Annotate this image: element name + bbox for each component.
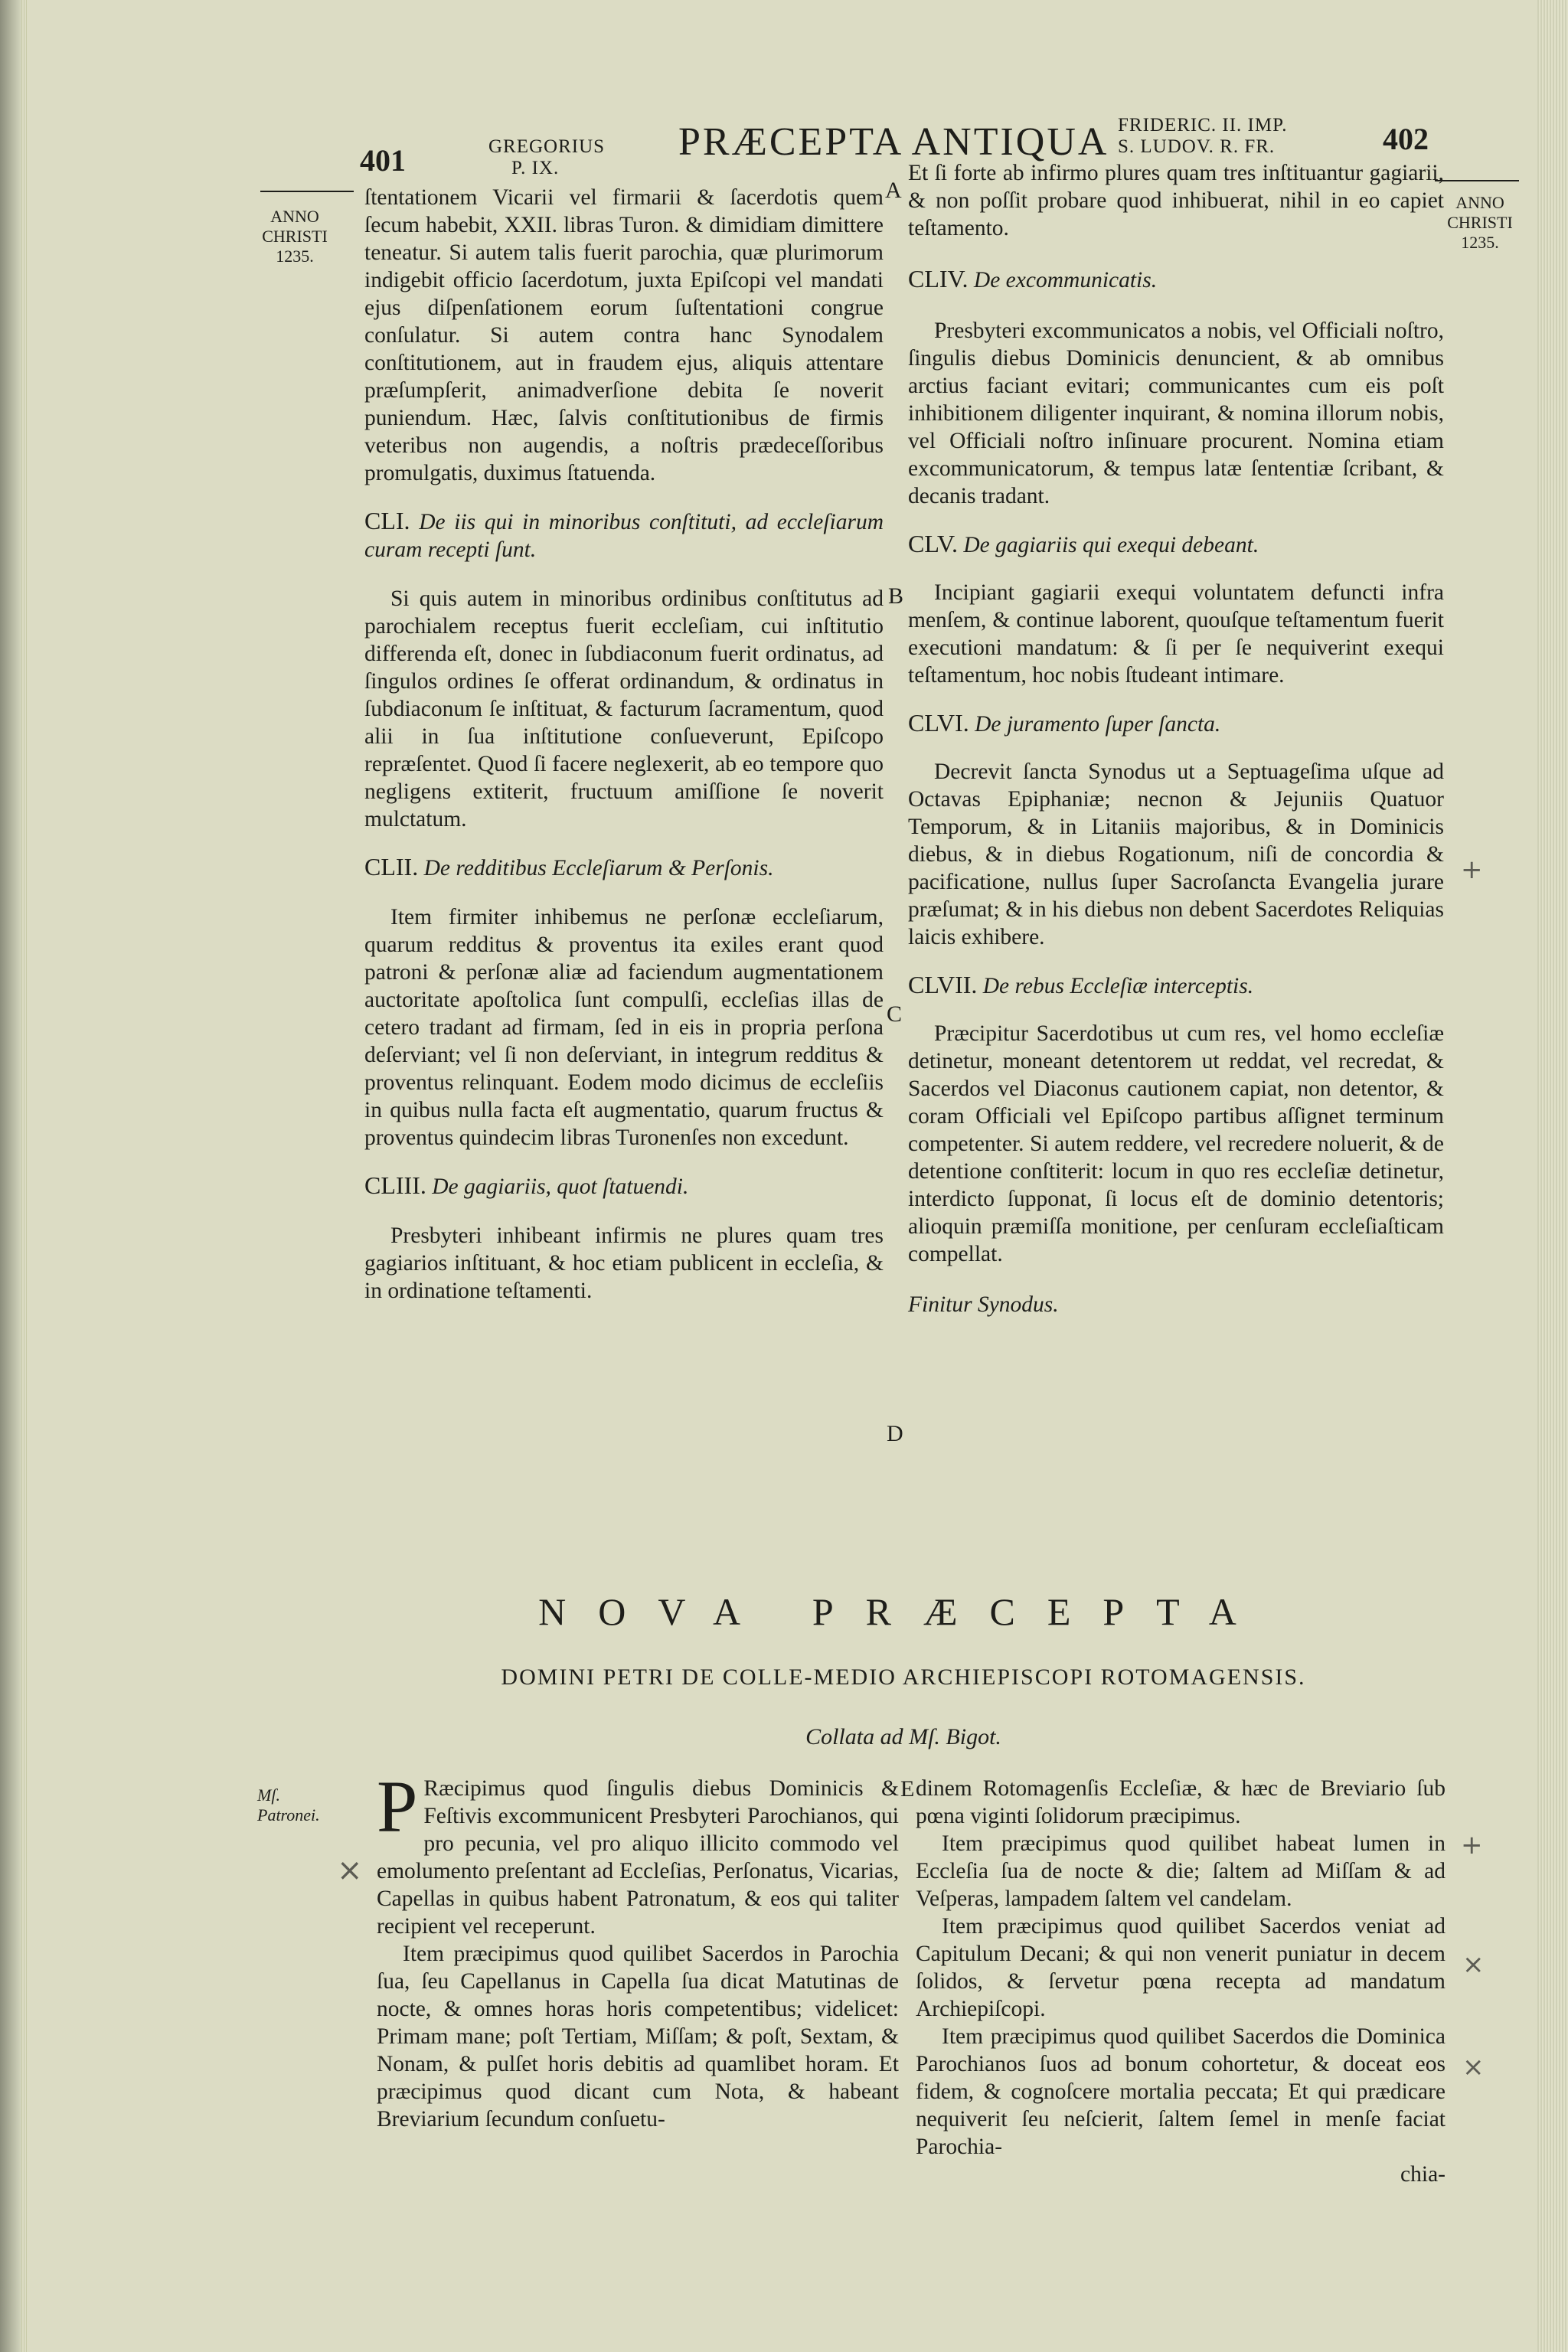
section-letter-d: D: [887, 1421, 903, 1446]
page-number-left: 401: [360, 143, 406, 178]
section-text-157: Præcipitur Sacerdotibus ut cum res, vel homo eccleſiæ detinetur, moneant detentorem ut reddat, vel recredat, & Sacerdos vel Diaconus cautionem capiat, non detentor, & coram Officiali vel Epiſcopo partibus aſſignet terminum competenter. Si autem reddere, vel recredere noluerit, & de detentione conſtiterit: locum in quo res eccleſiæ detinetur, interdicto ſupponat, ſi locus eſt de dominio detentoris; alioquin præmiſſa monitione, per cenſuram eccleſiaſticam compellat.: [908, 1021, 1444, 1266]
margin-year: 1235.: [1461, 233, 1499, 252]
section-title: De juramento ſuper ſancta.: [975, 712, 1221, 737]
margin-anno: ANNO: [270, 207, 319, 226]
header-left-line1: GREGORIUS: [488, 136, 606, 157]
nova-paragraph-3: dinem Rotomagenſis Eccleſiæ, & hæc de Breviario ſub pœna viginti ſolidorum præcipimus.: [916, 1776, 1446, 1828]
nova-paragraph-5: Item præcipimus quod quilibet Sacerdos veniat ad Capitulum Decani; & qui non venerit puniatur in decem ſolidos, & ſervetur pœna recepta ad mandatum Archiepiſcopi.: [916, 1914, 1446, 2021]
section-heading-157: [908, 971, 1444, 1000]
nova-paragraph-4: Item præcipimus quod quilibet habeat lumen in Eccleſia ſua de nocte & die; ſaltem ad Miſſam & ad Veſperas, lampadem ſaltem vel candelam.: [916, 1831, 1446, 1911]
margin-year: 1235.: [276, 247, 314, 266]
paragraph-intro-left: ſtentationem Vicarii vel firmarii & ſacerdotis quem ſecum habebit, XXII. libras Turon. & dimidiam dimittere teneatur. Si autem talis fuerit parochia, quæ plurimorum indigebit officio ſacerdotum, juxta Epiſcopi vel mandati ejus diſpenſationem eorum ſuſtentationi congrue conſulatur. Si autem contra hanc Synodalem conſtitutionem, aut in fraudem ejus, aliquis attentare præſumpſerit, animadverſione debita ſe noverit puniendum. Hæc, ſalvis conſtitutionibus de firmis veteribus non augendis, a noſtris prædeceſſoribus promulgatis, duximus ſtatuenda.: [364, 185, 884, 485]
section-number: CLVII.: [908, 971, 978, 998]
margin-year-left: [253, 207, 337, 266]
nova-paragraph-1: [377, 1766, 899, 1940]
section-title: De redditibus Eccleſiarum & Perſonis.: [423, 856, 774, 880]
section-letter-b: B: [888, 583, 904, 609]
section-number: CLIV.: [908, 265, 969, 292]
margin-christi: CHRISTI: [1447, 213, 1513, 232]
section-letter-c: C: [887, 1001, 903, 1027]
margin-year-right: [1438, 193, 1522, 253]
nova-collata: Collata ad Mſ. Bigot.: [805, 1724, 1001, 1749]
section-text-153: Presbyteri inhibeant infirmis ne plures quam tres gagiarios inſtituant, & hoc etiam publicent in eccleſia, & in ordinatione teſtamenti.: [364, 1223, 884, 1303]
header-right-line2: S. LUDOV. R. FR.: [1118, 136, 1276, 157]
section-text-154: Presbyteri excommunicatos a nobis, vel Officiali noſtro, ſingulis diebus Dominicis denuncient, & ab omnibus arctius faciant evitari; communicantes cum eis poſt inhibitionem diligenter inquirant, & nomina illorum nobis, vel Officiali noſtro inſinuare procurent. Nomina etiam excommunicatorum, & tempus latæ ſententiæ ſcribant, & decanis tradant.: [908, 318, 1444, 508]
pencil-cross-mark: ×: [1462, 2052, 1485, 2082]
section-text-155: Incipiant gagiarii exequi voluntatem defuncti infra menſem, & continue laborent, quouſque teſtamentum fuerit executioni mandatum: & ſi per ſe nequiverint exequi teſtamentum, hoc nobis ſtudeant intimare.: [908, 580, 1444, 688]
section-number: CLII.: [364, 853, 419, 880]
margin-note-patronei: Mſ. Patronei.: [257, 1785, 320, 1824]
page-stack-right: [1537, 0, 1568, 2352]
left-column: [364, 184, 884, 1305]
section-title: De gagiariis, quot ſtatuendi.: [432, 1174, 689, 1199]
section-title: De excommunicatis.: [973, 268, 1158, 292]
nova-right-column: [916, 1775, 1446, 2188]
nova-title: NOVA PRÆCEPTA: [538, 1590, 1269, 1633]
nova-left-column: [377, 1766, 899, 2133]
finis-text: Finitur Synodus.: [908, 1292, 1059, 1317]
section-heading-152: [364, 853, 884, 882]
margin-christi: CHRISTI: [262, 227, 328, 246]
nova-paragraph-6: Item præcipimus quod quilibet Sacerdos die Dominica Parochianos ſuos ad bonum cohortetur, & doceat eos fidem, & cognoſcere mortalia peccata; Et qui prædicare nequiverit ſeu neſcierit, ſaltem ſemel in menſe faciat Parochia-: [916, 2024, 1446, 2159]
section-heading-154: [908, 265, 1444, 294]
section-title: De gagiariis qui exequi debeant.: [963, 533, 1259, 557]
nova-paragraph-1-text: Ræcipimus quod ſingulis diebus Dominicis & Feſtivis excommunicent Presbyteri Parochianos, qui pro pecunia, vel pro aliquo illicito commodo vel emolumento preſentant ad Eccleſias, Perſonatus, Vicarias, Capellas in quibus habent Patronatum, & eos qui taliter recipient vel receperunt.: [377, 1776, 899, 1939]
catchword: chia-: [1400, 2162, 1446, 2187]
drop-capital: P: [377, 1766, 418, 1847]
header-right-line1: FRIDERIC. II. IMP.: [1118, 115, 1288, 136]
section-title: De rebus Eccleſiæ interceptis.: [982, 974, 1254, 998]
pencil-cross-mark: ×: [337, 1853, 363, 1888]
finis-line: [908, 1291, 1444, 1318]
section-number: CLI.: [364, 507, 410, 534]
running-title: PRÆCEPTA ANTIQUA: [678, 120, 1109, 164]
section-number: CLVI.: [908, 709, 969, 737]
section-number: CLIII.: [364, 1171, 426, 1199]
pencil-cross-mark: ×: [1462, 1949, 1485, 1980]
margin-anno: ANNO: [1455, 193, 1504, 212]
pencil-cross-mark: +: [1461, 1830, 1483, 1860]
section-text-156: Decrevit ſancta Synodus ut a Septuageſima uſque ad Octavas Epiphaniæ; necnon & Jejuniis Quatuor Temporum, & in Litaniis majoribus, & in Dominicis diebus, & in diebus Rogationum, niſi de concordia & pacificatione, nullus ſuper Sacroſancta Evangelia jurare præſumat; & in his diebus non debent Sacerdotes Reliquias laicis exhibere.: [908, 760, 1444, 949]
section-text-151: Si quis autem in minoribus ordinibus conſtitutus ad parochialem receptus fuerit eccleſiam, cui inſtitutio differenda eſt, donec in ſubdiaconum fuerit ordinatus, ad ſingulos ordines ſe offerat ordinandum, & ordinatus in ſubdiaconum ſe inſtituat, & facturum ſacramentum, quod alii in ſua inſtitutione conſueverunt, Epiſcopo repræſentet. Quod ſi facere neglexerit, ab eo tempore quo negligens extiterit, fructuum amiſſione ſe noverit mulctatum.: [364, 586, 884, 831]
section-letter-e: E: [900, 1776, 915, 1802]
margin-dash-right: [1435, 180, 1519, 181]
section-heading-156: [908, 709, 1444, 738]
section-heading-151: [364, 507, 884, 564]
section-text-152: Item firmiter inhibemus ne perſonæ eccleſiarum, quarum redditus & proventus ita exiles erant quod patroni & perſonæ aliæ ad faciendum augmentationem auctoritate apoſtolica ſunt compulſi, eccleſias illas de cetero tradant ad firmam, ſed in eis in propria perſona deſerviant; vel ſi non deſerviant, in integrum redditus & proventus relinquant. Eodem modo dicimus de eccleſiis in quibus nulla facta eſt augmentatio, quarum fructus & proventus quindecim libras Turonenſes non excedunt.: [364, 905, 884, 1150]
nova-paragraph-2: Item præcipimus quod quilibet Sacerdos in Parochia ſua, ſeu Capellanus in Capella ſua dicat Matutinas de nocte, & omnes horas horis competentibus; videlicet: Primam mane; poſt Tertiam, Miſſam; & poſt, Sextam, & Nonam, & pulſet horis debitis ad quamlibet horam. Et præcipimus quod dicant cum Nota, & habeant Breviarium ſecundum conſuetu-: [377, 1942, 899, 2132]
section-title: De iis qui in minoribus conſtituti, ad eccleſiarum curam recepti ſunt.: [364, 510, 884, 562]
margin-dash-left: [260, 191, 354, 192]
page-stack-left: [21, 0, 28, 2352]
section-heading-153: [364, 1171, 884, 1200]
header-left-line2: P. IX.: [511, 158, 560, 178]
section-letter-a: A: [885, 178, 902, 203]
pencil-cross-mark: +: [1461, 854, 1483, 885]
section-heading-155: [908, 530, 1444, 559]
section-number: CLV.: [908, 530, 958, 557]
nova-subtitle: DOMINI PETRI DE COLLE-MEDIO ARCHIEPISCOPI ROTOMAGENSIS.: [501, 1664, 1306, 1690]
page-number-right: 402: [1383, 122, 1429, 156]
book-spine-shadow: [0, 0, 21, 2352]
right-column: [908, 159, 1444, 1318]
paragraph-intro-right: Et ſi forte ab infirmo plures quam tres inſtituantur gagiarii, & non poſſit probare quod inhibuerat, nihil in eo capiet teſtamento.: [908, 161, 1444, 240]
